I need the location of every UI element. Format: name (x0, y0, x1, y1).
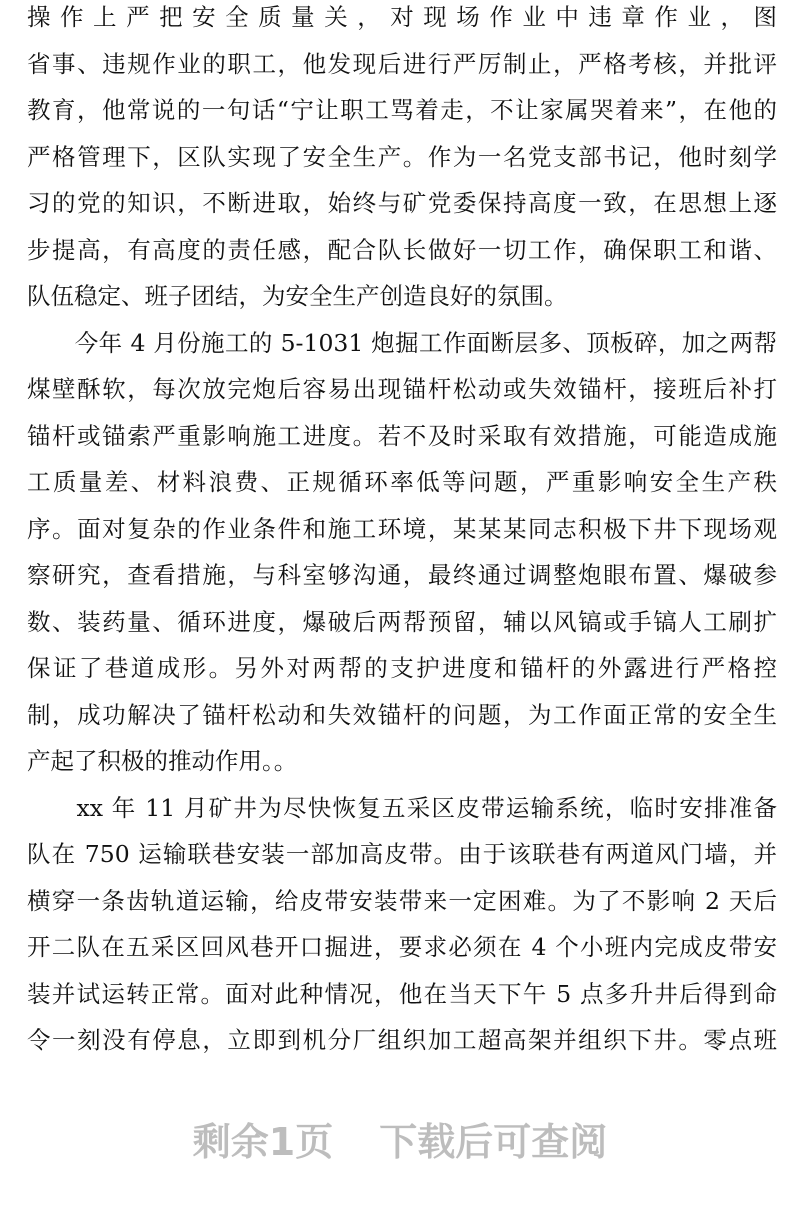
text-line: 制，成功解决了锚杆松动和失效锚杆的问题，为工作面正常的安全生 (27, 700, 777, 729)
text-line: 锚杆或锚索严重影响施工进度。若不及时采取有效措施，可能造成施 (27, 421, 777, 450)
text-line: 今年 4 月份施工的 5-1031 炮掘工作面断层多、顶板碎，加之两帮 (27, 328, 777, 357)
remaining-pages-label: 剩余1页 (192, 1120, 334, 1164)
download-prompt[interactable] (0, 1112, 800, 1172)
download-to-view-label: 下载后可查阅 (379, 1120, 608, 1164)
text-line: 装并试运转正常。面对此种情况，他在当天下午 5 点多升井后得到命 (27, 979, 777, 1008)
text-line: 习的党的知识，不断进取，始终与矿党委保持高度一致，在思想上逐 (27, 189, 777, 217)
text-line: 工质量差、材料浪费、正规循环率低等问题，严重影响安全生产秩 (27, 468, 777, 496)
text-line: 保证了巷道成形。另外对两帮的支护进度和锚杆的外露进行严格控 (27, 654, 777, 682)
text-line: 步提高，有高度的责任感，配合队长做好一切工作，确保职工和谐、 (27, 235, 777, 264)
document-body (27, 0, 777, 1064)
text-line: 煤壁酥软，每次放完炮后容易出现锚杆松动或失效锚杆，接班后补打 (27, 375, 777, 403)
text-line: 队在 750 运输联巷安装一部加高皮带。由于该联巷有两道风门墙，并 (27, 840, 777, 868)
text-line: 教育，他常说的一句话“宁让职工骂着走，不让家属哭着来”，在他的 (27, 96, 777, 124)
text-line: 省事、违规作业的职工，他发现后进行严厉制止，严格考核，并批评 (27, 49, 777, 78)
text-line: 数、装药量、循环进度，爆破后两帮预留，辅以风镐或手镐人工刷扩 (27, 607, 777, 636)
text-line: 严格管理下，区队实现了安全生产。作为一名党支部书记，他时刻学 (27, 142, 777, 171)
text-line: 队伍稳定、班子团结，为安全生产创造良好的氛围。 (27, 282, 568, 310)
text-line: 开二队在五采区回风巷开口掘进，要求必须在 4 个小班内完成皮带安 (27, 933, 777, 961)
text-line: 序。面对复杂的作业条件和施工环境，某某某同志积极下井下现场观 (27, 514, 777, 543)
text-line: 产起了积极的推动作用。。 (27, 747, 298, 775)
text-line: xx 年 11 月矿井为尽快恢复五采区皮带运输系统，临时安排准备 (27, 793, 777, 822)
text-line: 察研究，查看措施，与科室够沟通，最终通过调整炮眼布置、爆破参 (27, 561, 777, 589)
text-line: 令一刻没有停息，立即到机分厂组织加工超高架并组织下井。零点班 (27, 1026, 777, 1054)
text-line: 横穿一条齿轨道运输，给皮带安装带来一定困难。为了不影响 2 天后 (27, 886, 777, 915)
text-line: 操作上严把安全质量关，对现场作业中违章作业，图 (27, 3, 777, 31)
